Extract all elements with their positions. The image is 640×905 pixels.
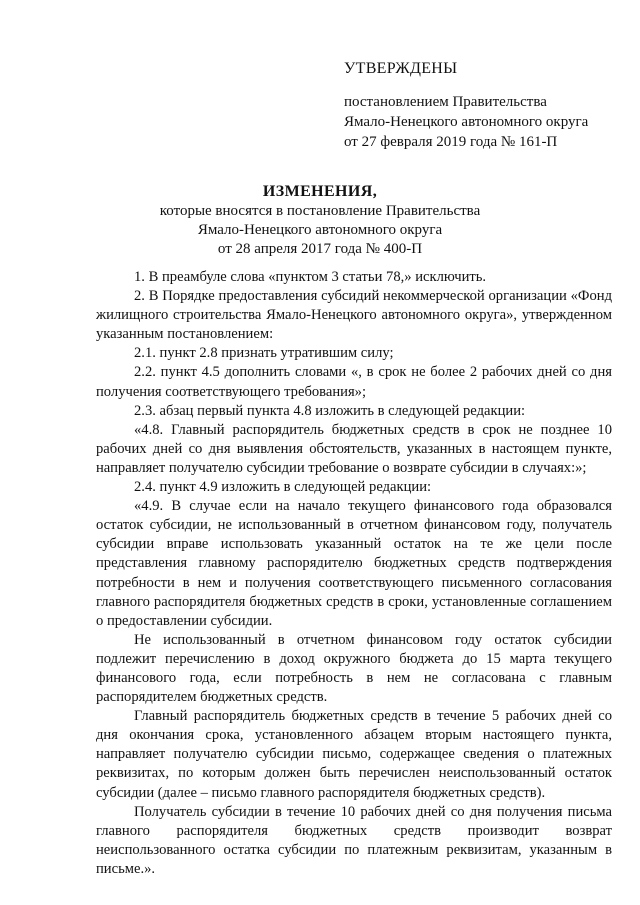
paragraph-letter: Главный распорядитель бюджетных средств в течение 5 рабочих дней со дня окончания срока, установленного абзацем вторым настоящего пункта, направляет получателю субсидии письмо, содержащее сведения о платежных реквизитах, по которым должен быть перечислен неиспользованный остаток субсидии (далее – письмо главного распорядителя бюджетных средств). — [96, 708, 612, 801]
approval-line: от 27 февраля 2019 года № 161-П — [344, 134, 558, 150]
approval-title: УТВЕРЖДЕНЫ — [344, 60, 458, 77]
paragraph-2: 2. В Порядке предоставления субсидий некоммерческой организации «Фонд жилищного строительства Ямало-Ненецкого автономного округа», утвержденном указанным постановлением: — [96, 288, 612, 343]
paragraph-1: 1. В преамбуле слова «пунктом 3 статьи 78,» исключить. — [134, 269, 487, 285]
document-title: ИЗМЕНЕНИЯ, — [262, 183, 378, 200]
subtitle-line: от 28 апреля 2017 года № 400-П — [217, 241, 423, 257]
paragraph-2-3: 2.3. абзац первый пункта 4.8 изложить в следующей редакции: — [134, 402, 526, 419]
paragraph-2-2: 2.2. пункт 4.5 дополнить словами «, в срок не более 2 рабочих дней со дня получения соответствующего требования»; — [96, 364, 612, 400]
approval-line: Ямало-Ненецкого автономного округа — [344, 114, 589, 130]
subtitle-line: Ямало-Ненецкого автономного округа — [197, 222, 443, 238]
document-body — [96, 268, 612, 879]
paragraph-2-1: 2.1. пункт 2.8 признать утратившим силу; — [134, 345, 394, 362]
paragraph-return: Получатель субсидии в течение 10 рабочих дней со дня получения письма главного распорядителя бюджетных средств производит возврат неиспользованного остатка субсидии по платежным реквизитам, указанным в письме.». — [96, 803, 612, 877]
subtitle-line: которые вносятся в постановление Правительства — [159, 203, 481, 219]
paragraph-4-8: «4.8. Главный распорядитель бюджетных средств в срок не позднее 10 рабочих дней со дня выявления обстоятельств, указанных в настоящем пункте, направляет получателю субсидии требование о возврате субсидии в случаях:»; — [96, 421, 612, 476]
paragraph-unused-remainder: Не использованный в отчетном финансовом году остаток субсидии подлежит перечислению в доход окружного бюджета до 15 марта текущего финансового года, если потребность в нем не согласована с главным распорядителем бюджетных средств. — [96, 631, 612, 706]
paragraph-4-9: «4.9. В случае если на начало текущего финансового года образовался остаток субсидии, не использованный в отчетном финансовом году, получатель субсидии вправе использовать указанный остаток на те же цели после представления главному распорядителю бюджетных средств подтверждения потребности в нем и получения соответствующего письменного согласования главного распорядителя бюджетных средств в сроки, установленные соглашением о предоставлении субсидии. — [96, 498, 612, 629]
approval-line: постановлением Правительства — [344, 94, 547, 110]
paragraph-2-4: 2.4. пункт 4.9 изложить в следующей редакции: — [134, 479, 432, 496]
